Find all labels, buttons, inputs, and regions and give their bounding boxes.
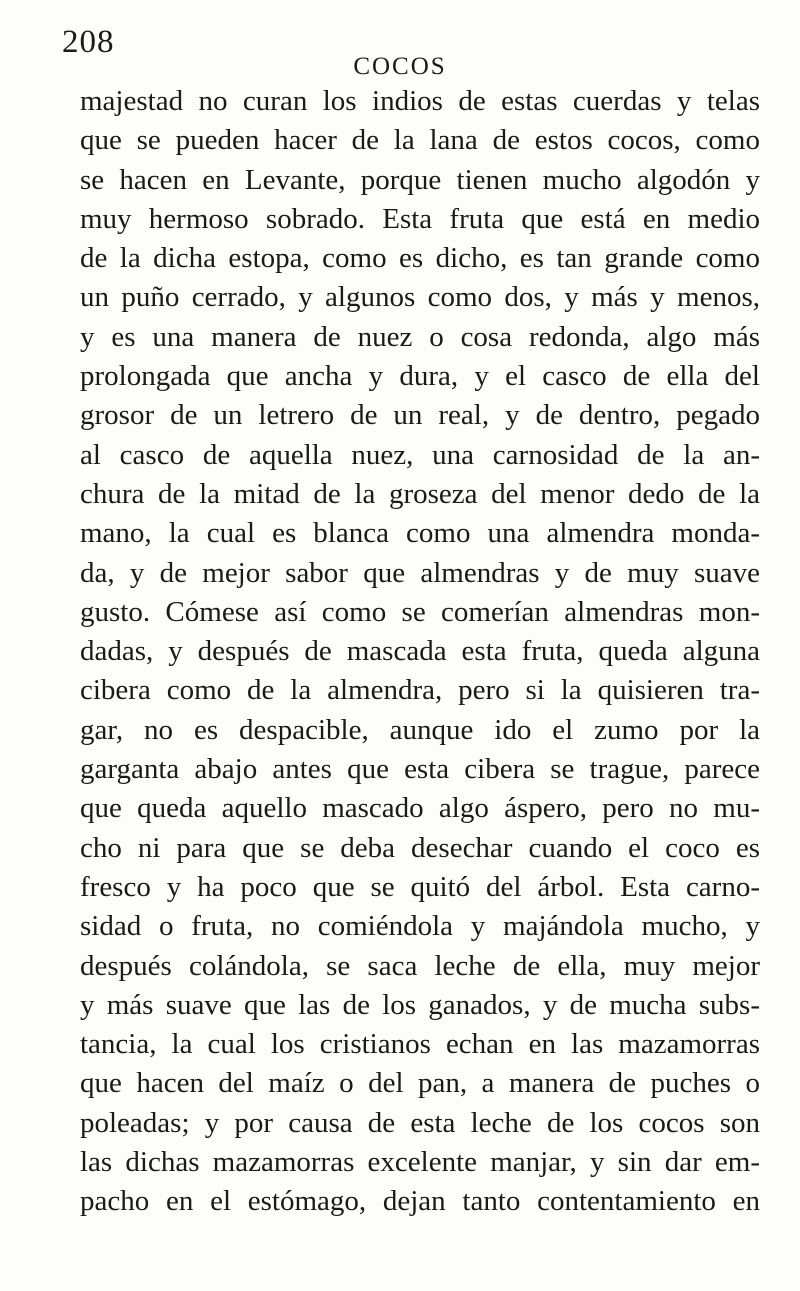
text-line: de la dicha estopa, como es dicho, es tan grande como [80, 242, 760, 275]
text-line: cibera como de la almendra, pero si la quisieren tra- [80, 674, 760, 707]
text-line: sidad o fruta, no comiéndola y majándola mucho, y [80, 910, 760, 943]
text-line: se hacen en Levante, porque tienen mucho algodón y [80, 163, 760, 196]
text-line: un puño cerrado, y algunos como dos, y más y menos, [80, 281, 760, 314]
text-line: da, y de mejor sabor que almendras y de muy suave [80, 556, 760, 589]
text-line: prolongada que ancha y dura, y el casco de ella del [80, 360, 760, 393]
text-line: chura de la mitad de la groseza del menor dedo de la [80, 477, 760, 510]
text-line: cho ni para que se deba desechar cuando el coco es [80, 831, 760, 864]
text-line: gusto. Cómese así como se comerían almendras mon- [80, 595, 760, 628]
text-line: mano, la cual es blanca como una almendra monda- [80, 517, 760, 550]
text-line: pacho en el estómago, dejan tanto contentamiento en [80, 1185, 760, 1218]
text-line: y más suave que las de los ganados, y de mucha subs- [80, 988, 760, 1021]
text-line: majestad no curan los indios de estas cuerdas y telas [80, 85, 760, 117]
text-line: tancia, la cual los cristianos echan en las mazamorras [80, 1028, 760, 1061]
text-line: gar, no es despacible, aunque ido el zumo por la [80, 713, 760, 746]
text-line: garganta abajo antes que esta cibera se trague, parece [80, 753, 760, 786]
page-number: 208 [62, 24, 115, 60]
text-line: poleadas; y por causa de esta leche de los cocos son [80, 1106, 760, 1139]
text-line: después colándola, se saca leche de ella, muy mejor [80, 949, 760, 982]
text-line: muy hermoso sobrado. Esta fruta que está en medio [80, 202, 760, 235]
text-line: y es una manera de nuez o cosa redonda, algo más [80, 320, 760, 353]
text-line: grosor de un letrero de un real, y de dentro, pegado [80, 399, 760, 432]
text-line: fresco y ha poco que se quitó del árbol. Esta carno- [80, 870, 760, 903]
text-line: que queda aquello mascado algo áspero, pero no mu- [80, 792, 760, 825]
text-line: al casco de aquella nuez, una carnosidad de la an- [80, 438, 760, 471]
text-line: dadas, y después de mascada esta fruta, queda alguna [80, 635, 760, 668]
body-text [80, 82, 760, 1222]
text-line: que se pueden hacer de la lana de estos cocos, como [80, 124, 760, 157]
text-line: que hacen del maíz o del pan, a manera de puches o [80, 1067, 760, 1100]
text-line: las dichas mazamorras excelente manjar, y sin dar em- [80, 1146, 760, 1179]
running-head: COCOS [353, 53, 447, 80]
